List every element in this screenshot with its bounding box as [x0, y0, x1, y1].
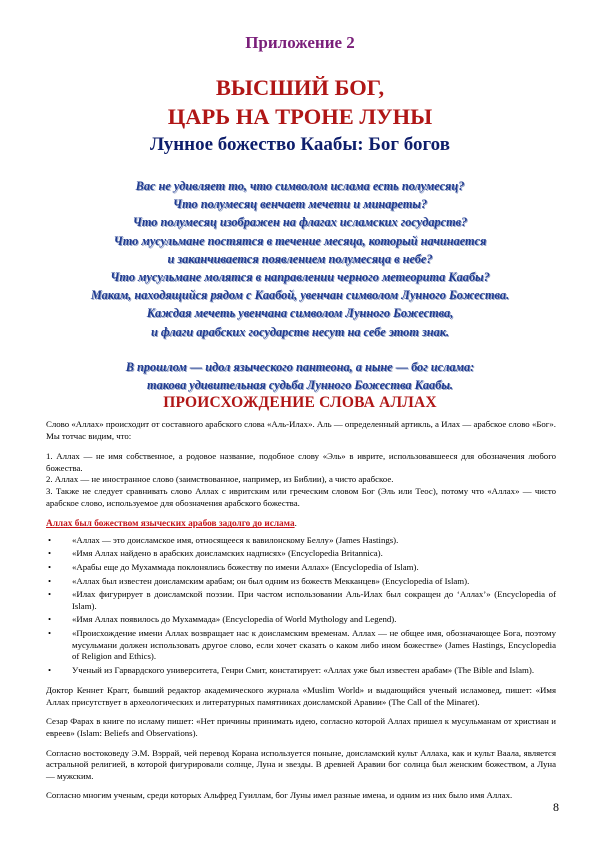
intro-spacer: [60, 341, 540, 358]
bullet-icon: •: [48, 575, 52, 586]
intro-line: Что мусульмане постятся в течение месяца, который начинается: [113, 233, 487, 248]
bullet-text: «Имя Аллах найдено в арабских доисламских надписях» (Encyclopedia Britannica).: [72, 548, 383, 559]
quote-bullet-list: [46, 535, 556, 677]
bullet-item: [46, 576, 556, 588]
numbered-item: 2. Аллах — не иностранное слово (заимствованное, например, из Библии), а чисто арабское.: [46, 474, 394, 485]
intro-text: [60, 177, 540, 394]
subtitle: Лунное божество Каабы: Бог богов: [150, 134, 450, 155]
bullet-icon: •: [48, 589, 52, 600]
numbered-item: 3. Также не следует сравнивать слово Аллах с ивритским или греческим словом Бог (Эль или Теос), потому что «Аллах» — чисто арабское слово, используемое для обозначения арабского божества.: [46, 485, 556, 508]
intro-closing-line: такова удивительная судьба Лунного Божества Каабы.: [147, 378, 453, 393]
allah-heading: Аллах был божеством языческих арабов задолго до ислама: [46, 519, 295, 530]
allah-heading-suffix: .: [294, 518, 297, 529]
bullet-icon: •: [48, 534, 52, 545]
paragraph-farah: Сезар Фарах в книге по исламу пишет: «Нет причины принимать идею, согласно которой Аллах пришел к мусульманам от христиан и евреев» (Islam: Beliefs and Observations).: [46, 716, 556, 739]
intro-line: Макам, находящийся рядом с Каабой, увенчан символом Лунного Божества.: [90, 288, 510, 303]
section-heading: ПРОИСХОЖДЕНИЕ СЛОВА АЛЛАХ: [163, 394, 437, 411]
intro-line: Что полумесяц венчает мечети и минареты?: [172, 197, 428, 212]
intro-line: и флаги арабских государств несут на себе этот знак.: [150, 324, 450, 339]
body-text: [46, 419, 556, 802]
intro-line: Что полумесяц изображен на флагах исламских государств?: [132, 215, 468, 230]
bullet-icon: •: [48, 561, 52, 572]
bullet-icon: •: [48, 627, 52, 638]
page-title: [0, 73, 600, 131]
intro-line: Каждая мечеть увенчана символом Лунного Божества,: [146, 306, 454, 321]
title-line-2: ЦАРЬ НА ТРОНЕ ЛУНЫ: [167, 104, 433, 129]
bullet-icon: •: [48, 548, 52, 559]
bullet-text: «Арабы еще до Мухаммада поклонялись божеству по имени Аллах» (Encyclopedia of Islam).: [72, 561, 419, 572]
title-line-1: ВЫСШИЙ БОГ,: [215, 75, 385, 100]
paragraph-guillaume: Согласно многим ученым, среди которых Альфред Гуиллам, бог Луны имел разные имена, и одним из них было имя Аллах.: [46, 790, 513, 801]
bullet-item: [46, 548, 556, 560]
numbered-item: 1. Аллах — не имя собственное, а родовое название, подобное слову «Эль» в иврите, использовавшееся для обозначения любого божества.: [46, 451, 556, 473]
bullet-text: «Аллах был известен доисламским арабам; он был одним из божеств Мекканцев» (Encyclopedia of Islam).: [72, 575, 470, 586]
bullet-item: [46, 535, 556, 547]
bullet-text: «Имя Аллах появилось до Мухаммада» (Encyclopedia of World Mythology and Legend).: [72, 614, 397, 625]
bullet-text: «Аллах — это доисламское имя, относящееся к вавилонскому Беллу» (James Hastings).: [72, 534, 399, 545]
bullet-item: [46, 614, 556, 626]
bullet-icon: •: [48, 664, 52, 675]
bullet-text: Ученый из Гарвардского университета, Генри Смит, констатирует: «Аллах уже был известен арабам» (The Bible and Islam).: [72, 664, 535, 675]
appendix-label: Приложение 2: [245, 33, 355, 52]
intro-line: и заканчивается появлением полумесяца в небе?: [167, 251, 433, 266]
bullet-item: [46, 628, 556, 663]
page-number: 8: [553, 800, 559, 814]
origin-paragraph: Слово «Аллах» происходит от составного арабского слова «Аль-Илах». Аль — определенный артикль, а Илах — арабское слово «Бог». Мы тотчас видим, что:: [46, 419, 556, 441]
bullet-item: [46, 562, 556, 574]
intro-closing-line: В прошлом — идол языческого пантеона, а ныне — бог ислама:: [125, 359, 475, 374]
bullet-icon: •: [48, 614, 52, 625]
paragraph-wherry: Согласно востоковеду Э.М. Вэррай, чей перевод Корана используется поныне, доисламский культ Аллаха, как и культ Ваала, является астральной религией, в которой фигурировали солнце, Луна и звезды. В древней Аравии бог солнца был женским божеством, а Луна — мужским.: [46, 747, 556, 781]
intro-line: Что мусульмане молятся в направлении черного метеорита Каабы?: [110, 270, 490, 285]
bullet-item: [46, 665, 556, 677]
intro-line: Вас не удивляет то, что символом ислама есть полумесяц?: [135, 179, 465, 193]
numbered-list: [46, 451, 556, 509]
bullet-item: [46, 589, 556, 612]
bullet-text: «Илах фигурирует в доисламской поэзии. При частом использовании Аль-Илах был сокращен до ‘Аллах’» (Encyclopedia of Islam).: [72, 589, 556, 611]
paragraph-cragg: Доктор Кеннет Крагг, бывший редактор академического журнала «Muslim World» и выдающийся ученый исламовед, пишет: «Имя Аллах присутствует в археологических и литературных памятниках доисламской Аравии» (The Call of the Minaret).: [46, 685, 556, 707]
allah-heading-line: [46, 518, 556, 531]
bullet-text: «Происхождение имени Аллах возвращает нас к доисламским временам. Аллах — не общее имя, обозначающее Бога, поэтому мусульмани должен использовать другое слово, если хочет сказать о каком либо ином божестве» (James Hastings, Encyclopedia of Religion and Ethics).: [72, 627, 556, 662]
